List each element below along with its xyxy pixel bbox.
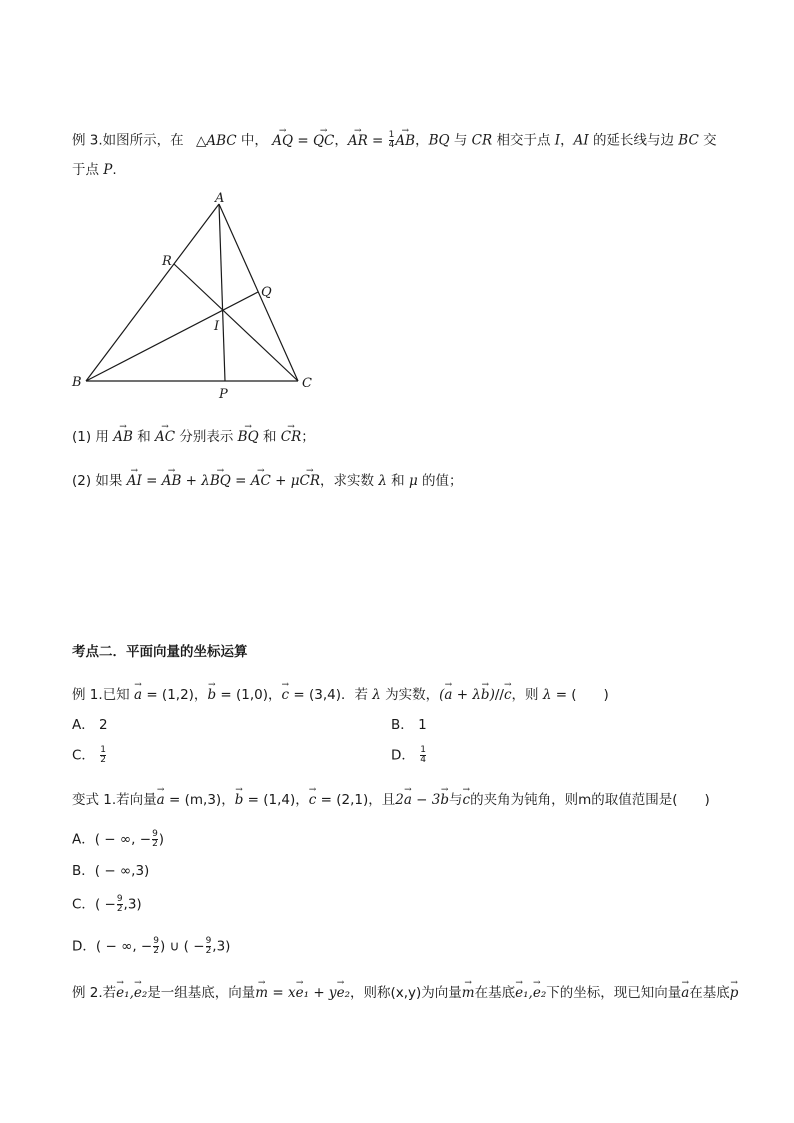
label-A: A (215, 191, 225, 206)
ex1-option-a[interactable]: A． 2 (72, 717, 108, 733)
ex3-label: 例 3. (72, 132, 103, 149)
ex3-line2: 于点 P. (72, 162, 117, 178)
var1-option-b[interactable]: B．( − ∞,3) (72, 863, 150, 879)
ex1-option-d[interactable]: D． $\frac{1}{4}$ (391, 745, 426, 765)
segment-AP (219, 204, 225, 381)
label-C: C (302, 376, 312, 391)
question-1: (1) 用 → AB 和 → AC 分别表示 → BQ 和 → CR； (72, 428, 315, 446)
ex1-stem: 例 1.已知 → a = (1,2)，→ b = (1,0)，→ c = (3,4)．若 λ 为实数，(→ a + λ→ b)//→ c，则 λ = ( ) (72, 686, 609, 704)
ex3-line1: 例 3.如图所示，在 △ABC 中， → AQ = → QC，→ AR = $\frac{1}{4}$ → AB，BQ 与 CR 相交于点 I，AI 的延长线与边 BC 交 (72, 131, 717, 150)
segment-CR (174, 264, 298, 381)
side-AC (219, 204, 298, 381)
triangle-figure (68, 188, 328, 408)
section-title: 考点二．平面向量的坐标运算 (72, 644, 248, 660)
ex2-stem: 例 2.若→ e₁,→ e₂是一组基底，向量→ m = x→ e₁ + y→ e₂，则称(x,y)为向量→ m在基底→ e₁,→ e₂下的坐标，现已知向量→ a在基底→ p (72, 984, 738, 1002)
label-P: P (219, 387, 228, 402)
question-2: (2) 如果 → AI = → AB + λ→ BQ = → AC + μ→ CR，求实数 λ 和 μ 的值； (72, 472, 463, 490)
var1-stem: 变式 1.若向量→ a = (m,3)，→ b = (1,4)，→ c = (2,1)，且2→ a − 3→ b与→ c的夹角为钝角，则m的取值范围是( ) (72, 791, 710, 809)
label-Q: Q (261, 285, 272, 300)
ex1-option-b[interactable]: B． 1 (391, 717, 427, 733)
ex1-option-c[interactable]: C． $\frac{1}{2}$ (72, 745, 106, 765)
segment-BQ (86, 292, 258, 381)
var1-option-c[interactable]: C．( − $\frac{9}{2}$ ,3) (72, 894, 142, 914)
label-R: R (162, 254, 172, 269)
var1-option-d[interactable]: D．( − ∞, − $\frac{9}{2}$ ) ∪ ( − $\frac{9}{2}$ ,3) (72, 936, 231, 956)
var1-option-a[interactable]: A．( − ∞, − $\frac{9}{2}$ ) (72, 829, 165, 849)
label-I: I (214, 319, 220, 334)
side-AB (86, 204, 219, 381)
label-B: B (72, 375, 82, 390)
